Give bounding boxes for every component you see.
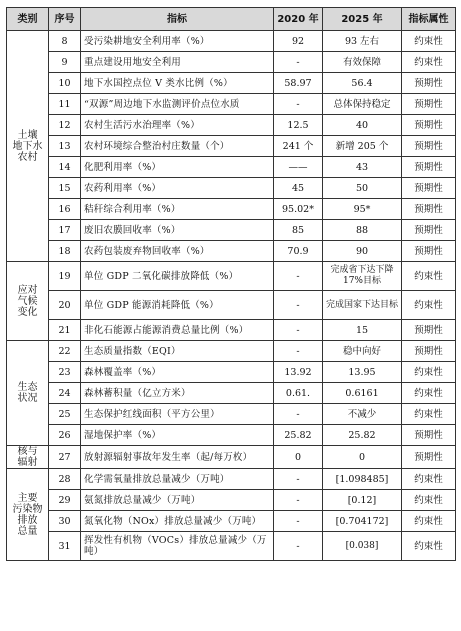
- value-2020-cell: 95.02*: [274, 199, 323, 220]
- indicator-cell: 单位 GDP 二氧化碳排放降低（%）: [81, 262, 274, 291]
- attribute-cell: 约束性: [402, 262, 456, 291]
- value-2025-cell: [0.704172]: [323, 511, 402, 532]
- attribute-cell: 预期性: [402, 94, 456, 115]
- table-row: [7, 178, 456, 199]
- attribute-cell: 预期性: [402, 220, 456, 241]
- value-2025-cell: 新增 205 个: [323, 136, 402, 157]
- value-2025-cell: [1.098485]: [323, 469, 402, 490]
- value-2025-cell: 完成省下达下降 17%目标: [323, 262, 402, 291]
- indicator-cell: 生态保护红线面积（平方公里）: [81, 404, 274, 425]
- indicator-cell: 放射源辐射事故年发生率（起/每万枚）: [81, 446, 274, 469]
- category-cell: 土壤 地下水 农村: [7, 31, 49, 262]
- indicator-cell: 地下水国控点位 V 类水比例（%）: [81, 73, 274, 94]
- value-2025-cell: 95*: [323, 199, 402, 220]
- value-2020-cell: 0: [274, 446, 323, 469]
- value-2025-cell: 15: [323, 320, 402, 341]
- table-row: [7, 291, 456, 320]
- indicator-cell: 农药利用率（%）: [81, 178, 274, 199]
- category-cell: 主要 污染物 排放 总量: [7, 469, 49, 561]
- number-cell: 30: [49, 511, 81, 532]
- value-2020-cell: 25.82: [274, 425, 323, 446]
- value-2025-cell: 56.4: [323, 73, 402, 94]
- table-row: [7, 320, 456, 341]
- indicator-cell: 挥发性有机物（VOCs）排放总量减少（万吨）: [81, 532, 274, 561]
- value-2025-cell: [0.12]: [323, 490, 402, 511]
- value-2025-cell: 有效保障: [323, 52, 402, 73]
- table-row: [7, 199, 456, 220]
- indicator-cell: 森林覆盖率（%）: [81, 362, 274, 383]
- category-cell: 生态 状况: [7, 341, 49, 446]
- table-row: [7, 425, 456, 446]
- number-cell: 31: [49, 532, 81, 561]
- value-2020-cell: -: [274, 291, 323, 320]
- number-cell: 16: [49, 199, 81, 220]
- header-2020: 2020 年: [274, 8, 323, 31]
- value-2025-cell: 13.95: [323, 362, 402, 383]
- table-row: [7, 469, 456, 490]
- attribute-cell: 预期性: [402, 157, 456, 178]
- number-cell: 9: [49, 52, 81, 73]
- number-cell: 15: [49, 178, 81, 199]
- indicator-cell: 重点建设用地安全利用: [81, 52, 274, 73]
- indicator-table: [6, 7, 456, 561]
- value-2020-cell: 85: [274, 220, 323, 241]
- attribute-cell: 预期性: [402, 178, 456, 199]
- value-2025-cell: 90: [323, 241, 402, 262]
- table-row: [7, 511, 456, 532]
- attribute-cell: 约束性: [402, 31, 456, 52]
- header-2025: 2025 年: [323, 8, 402, 31]
- value-2020-cell: -: [274, 511, 323, 532]
- indicator-cell: 单位 GDP 能源消耗降低（%）: [81, 291, 274, 320]
- number-cell: 14: [49, 157, 81, 178]
- value-2025-cell: 93 左右: [323, 31, 402, 52]
- indicator-cell: 非化石能源占能源消费总量比例（%）: [81, 320, 274, 341]
- table-row: [7, 446, 456, 469]
- indicator-cell: 废旧农膜回收率（%）: [81, 220, 274, 241]
- number-cell: 12: [49, 115, 81, 136]
- attribute-cell: 预期性: [402, 73, 456, 94]
- table-row: [7, 31, 456, 52]
- number-cell: 20: [49, 291, 81, 320]
- value-2020-cell: 92: [274, 31, 323, 52]
- header-attribute: 指标属性: [402, 8, 456, 31]
- value-2025-cell: 43: [323, 157, 402, 178]
- attribute-cell: 预期性: [402, 425, 456, 446]
- value-2020-cell: 70.9: [274, 241, 323, 262]
- indicator-cell: 化肥利用率（%）: [81, 157, 274, 178]
- number-cell: 29: [49, 490, 81, 511]
- number-cell: 18: [49, 241, 81, 262]
- attribute-cell: 约束性: [402, 511, 456, 532]
- value-2020-cell: -: [274, 404, 323, 425]
- value-2020-cell: -: [274, 94, 323, 115]
- attribute-cell: 约束性: [402, 490, 456, 511]
- value-2020-cell: 13.92: [274, 362, 323, 383]
- number-cell: 10: [49, 73, 81, 94]
- attribute-cell: 约束性: [402, 404, 456, 425]
- value-2025-cell: 完成国家下达目标: [323, 291, 402, 320]
- value-2020-cell: 12.5: [274, 115, 323, 136]
- indicator-cell: 氨氮排放总量减少（万吨）: [81, 490, 274, 511]
- number-cell: 25: [49, 404, 81, 425]
- indicator-cell: 森林蓄积量（亿立方米）: [81, 383, 274, 404]
- attribute-cell: 预期性: [402, 320, 456, 341]
- value-2025-cell: 稳中向好: [323, 341, 402, 362]
- category-cell: 应对 气候 变化: [7, 262, 49, 341]
- number-cell: 21: [49, 320, 81, 341]
- value-2020-cell: 241 个: [274, 136, 323, 157]
- value-2020-cell: -: [274, 320, 323, 341]
- attribute-cell: 预期性: [402, 446, 456, 469]
- attribute-cell: 预期性: [402, 341, 456, 362]
- attribute-cell: 约束性: [402, 469, 456, 490]
- value-2025-cell: 总体保持稳定: [323, 94, 402, 115]
- value-2020-cell: -: [274, 262, 323, 291]
- number-cell: 11: [49, 94, 81, 115]
- value-2020-cell: -: [274, 532, 323, 561]
- number-cell: 28: [49, 469, 81, 490]
- header-row: [7, 8, 456, 31]
- category-cell: 核与 辐射: [7, 446, 49, 469]
- indicator-cell: 氮氧化物（NOx）排放总量减少（万吨）: [81, 511, 274, 532]
- table-row: [7, 136, 456, 157]
- number-cell: 24: [49, 383, 81, 404]
- table-row: [7, 404, 456, 425]
- value-2020-cell: -: [274, 341, 323, 362]
- value-2025-cell: [0.038]: [323, 532, 402, 561]
- value-2020-cell: 0.61.: [274, 383, 323, 404]
- number-cell: 22: [49, 341, 81, 362]
- value-2025-cell: 不减少: [323, 404, 402, 425]
- attribute-cell: 预期性: [402, 241, 456, 262]
- number-cell: 26: [49, 425, 81, 446]
- table-row: [7, 73, 456, 94]
- value-2025-cell: 50: [323, 178, 402, 199]
- value-2020-cell: -: [274, 490, 323, 511]
- value-2025-cell: 40: [323, 115, 402, 136]
- table-row: [7, 52, 456, 73]
- table-body: [7, 31, 456, 561]
- number-cell: 8: [49, 31, 81, 52]
- attribute-cell: 约束性: [402, 383, 456, 404]
- indicator-cell: 农村生活污水治理率（%）: [81, 115, 274, 136]
- table-row: [7, 94, 456, 115]
- indicator-cell: “双源”周边地下水监测评价点位水质: [81, 94, 274, 115]
- indicator-cell: 生态质量指数（EQI）: [81, 341, 274, 362]
- number-cell: 27: [49, 446, 81, 469]
- indicator-cell: 湿地保护率（%）: [81, 425, 274, 446]
- value-2020-cell: -: [274, 52, 323, 73]
- header-category: 类别: [7, 8, 49, 31]
- attribute-cell: 约束性: [402, 52, 456, 73]
- table-row: [7, 383, 456, 404]
- table-row: [7, 490, 456, 511]
- number-cell: 23: [49, 362, 81, 383]
- header-indicator: 指标: [81, 8, 274, 31]
- table-row: [7, 532, 456, 561]
- number-cell: 17: [49, 220, 81, 241]
- attribute-cell: 预期性: [402, 115, 456, 136]
- number-cell: 13: [49, 136, 81, 157]
- value-2025-cell: 88: [323, 220, 402, 241]
- indicator-cell: 受污染耕地安全利用率（%）: [81, 31, 274, 52]
- indicator-cell: 农村环境综合整治村庄数量（个）: [81, 136, 274, 157]
- value-2020-cell: 58.97: [274, 73, 323, 94]
- table-row: [7, 341, 456, 362]
- value-2025-cell: 0: [323, 446, 402, 469]
- table-row: [7, 362, 456, 383]
- attribute-cell: 约束性: [402, 532, 456, 561]
- attribute-cell: 约束性: [402, 362, 456, 383]
- indicator-cell: 农药包装废弃物回收率（%）: [81, 241, 274, 262]
- value-2025-cell: 25.82: [323, 425, 402, 446]
- table-row: [7, 157, 456, 178]
- table-row: [7, 220, 456, 241]
- header-number: 序号: [49, 8, 81, 31]
- table-row: [7, 241, 456, 262]
- table-row: [7, 115, 456, 136]
- attribute-cell: 预期性: [402, 136, 456, 157]
- value-2020-cell: ——: [274, 157, 323, 178]
- value-2020-cell: -: [274, 469, 323, 490]
- indicator-cell: 化学需氧量排放总量减少（万吨）: [81, 469, 274, 490]
- value-2020-cell: 45: [274, 178, 323, 199]
- indicator-cell: 秸秆综合利用率（%）: [81, 199, 274, 220]
- value-2025-cell: 0.6161: [323, 383, 402, 404]
- number-cell: 19: [49, 262, 81, 291]
- attribute-cell: 约束性: [402, 291, 456, 320]
- attribute-cell: 预期性: [402, 199, 456, 220]
- table-row: [7, 262, 456, 291]
